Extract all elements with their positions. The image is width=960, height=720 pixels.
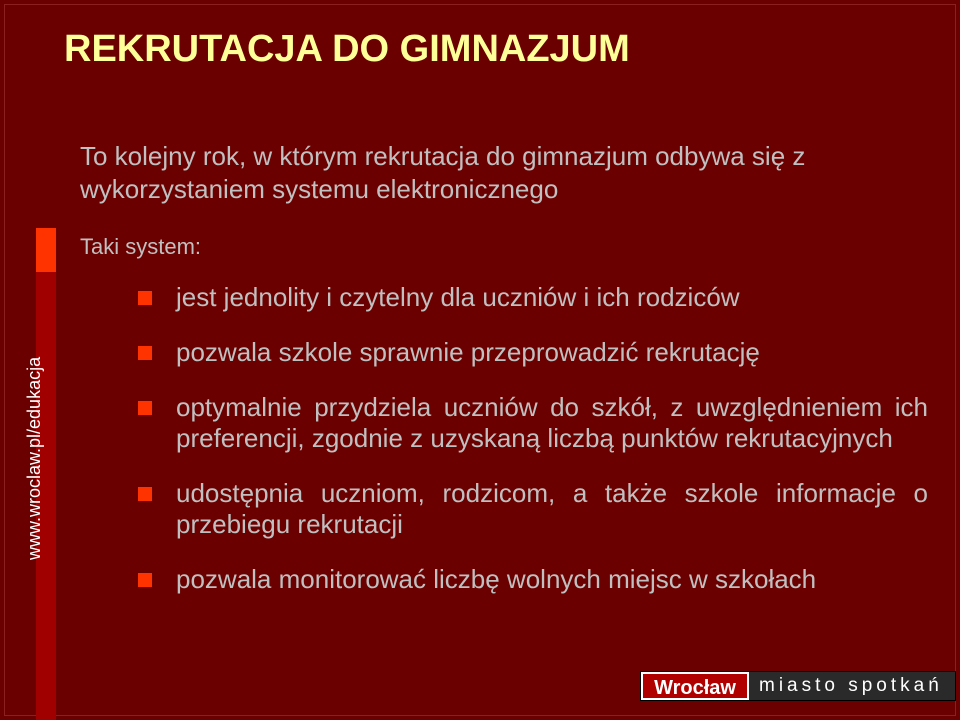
- bullet-square-icon: [138, 401, 152, 415]
- lead-text: Taki system:: [80, 234, 202, 259]
- bullet-item: [138, 564, 928, 595]
- bullet-square-icon: [138, 346, 152, 360]
- wroclaw-logo: [640, 671, 956, 701]
- bullet-text: optymalnie przydziela uczniów do szkół, z uwzględnieniem ich preferencji, zgodnie z uzyskaną liczbą punktów rekrutacyjnych: [176, 392, 928, 453]
- bullet-text: udostępnia uczniom, rodzicom, a także szkole informacje o przebiegu rekrutacji: [176, 478, 928, 539]
- side-url: www.wroclaw.pl/edukacja: [24, 356, 44, 560]
- bullet-text: jest jednolity i czytelny dla uczniów i ich rodziców: [176, 282, 740, 312]
- bullet-square-icon: [138, 291, 152, 305]
- slide-title: REKRUTACJA DO GIMNAZJUM: [64, 28, 630, 70]
- intro-text: To kolejny rok, w którym rekrutacja do gimnazjum odbywa się z wykorzystaniem systemu elektronicznego: [80, 141, 806, 204]
- bullet-item: [138, 478, 928, 540]
- bullet-item: [138, 282, 928, 313]
- bullet-square-icon: [138, 487, 152, 501]
- bullet-item: [138, 392, 928, 454]
- bullet-text: pozwala szkole sprawnie przeprowadzić rekrutację: [176, 337, 760, 367]
- bullet-square-icon: [138, 573, 152, 587]
- bullet-list: [138, 282, 928, 595]
- logo-tagline: miasto spotkań: [749, 672, 955, 700]
- logo-brand: Wrocław: [641, 672, 749, 700]
- bullet-item: [138, 337, 928, 368]
- side-strip-accent: [36, 228, 56, 272]
- bullet-text: pozwala monitorować liczbę wolnych miejsc w szkołach: [176, 564, 817, 594]
